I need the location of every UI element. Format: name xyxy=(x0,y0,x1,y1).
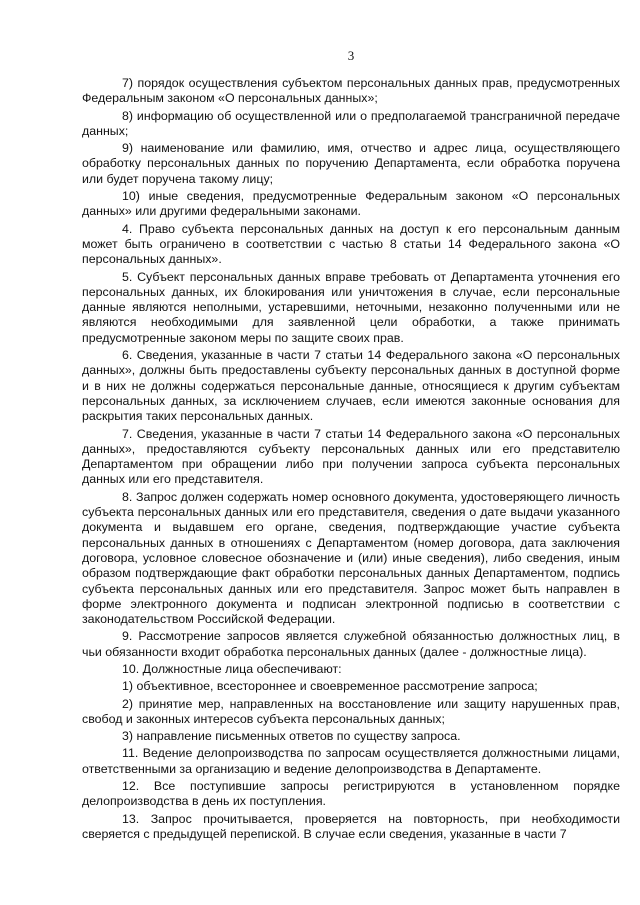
page-number: 3 xyxy=(347,48,355,63)
paragraph: 6. Сведения, указанные в части 7 статьи 14 Федерального закона «О персональных данных», должны быть предоставлены субъекту персональных данных в доступной форме и в них не должны содержаться персональные данные, относящиеся к другим субъектам персональных данных, за исключением случаев, если имеются законные основания для раскрытия таких персональных данных. xyxy=(82,348,620,424)
paragraph: 12. Все поступившие запросы регистрируются в установленном порядке делопроизводства в день их поступления. xyxy=(82,779,620,809)
paragraph: 9. Рассмотрение запросов является служебной обязанностью должностных лиц, в чьи обязанности входит обработка персональных данных (далее - должностные лица). xyxy=(82,629,620,659)
paragraph: 7. Сведения, указанные в части 7 статьи 14 Федерального закона «О персональных данных», предоставляются субъекту персональных данных или его представителю Департаментом при обращении либо при получении запроса субъекта персональных данных или его представителя. xyxy=(82,426,620,487)
paragraph: 5. Субъект персональных данных вправе требовать от Департамента уточнения его персональных данных, их блокирования или уничтожения в случае, если персональные данные являются неполными, устаревшими, неточными, незаконно полученными или не являются необходимыми для заявленной цели обработки, а также принимать предусмотренные законом меры по защите своих прав. xyxy=(82,269,620,345)
paragraph: 8. Запрос должен содержать номер основного документа, удостоверяющего личность субъекта персональных данных или его представителя, сведения о дате выдачи указанного документа и выдавшем его органе, сведения, подтверждающие участие субъекта персональных данных в отношениях с Департаментом (номер договора, дата заключения договора, условное словесное обозначение и (или) иные сведения), либо сведения, иным образом подтверждающие факт обработки персональных данных Департаментом, подпись субъекта персональных данных или его представителя. Запрос может быть направлен в форме электронного документа и подписан электронной подписью в соответствии с законодательством Российской Федерации. xyxy=(82,489,620,627)
paragraph: 10. Должностные лица обеспечивают: xyxy=(122,661,342,676)
document-body xyxy=(82,76,620,842)
paragraph: 9) наименование или фамилию, имя, отчество и адрес лица, осуществляющего обработку персональных данных по поручению Департамента, если обработка поручена или будет поручена такому лицу; xyxy=(82,141,620,186)
paragraph: 10) иные сведения, предусмотренные Федеральным законом «О персональных данных» или другими федеральными законами. xyxy=(82,189,620,219)
paragraph: 13. Запрос прочитывается, проверяется на повторность, при необходимости сверяется с предыдущей перепиской. В случае если сведения, указанные в части 7 xyxy=(82,811,620,841)
paragraph: 8) информацию об осуществленной или о предполагаемой трансграничной передаче данных; xyxy=(82,108,620,138)
paragraph: 4. Право субъекта персональных данных на доступ к его персональным данным может быть ограничено в соответствии с частью 8 статьи 14 Федерального закона «О персональных данных». xyxy=(82,221,620,267)
paragraph: 1) объективное, всестороннее и своевременное рассмотрение запроса; xyxy=(122,679,538,694)
paragraph: 11. Ведение делопроизводства по запросам осуществляется должностными лицами, ответственными за организацию и ведение делопроизводства в Департаменте. xyxy=(82,746,620,776)
paragraph: 2) принятие мер, направленных на восстановление или защиту нарушенных прав, свобод и законных интересов субъекта персональных данных; xyxy=(82,696,620,726)
paragraph: 3) направление письменных ответов по существу запроса. xyxy=(122,729,461,744)
paragraph: 7) порядок осуществления субъектом персональных данных прав, предусмотренных Федеральным законом «О персональных данных»; xyxy=(82,76,620,106)
